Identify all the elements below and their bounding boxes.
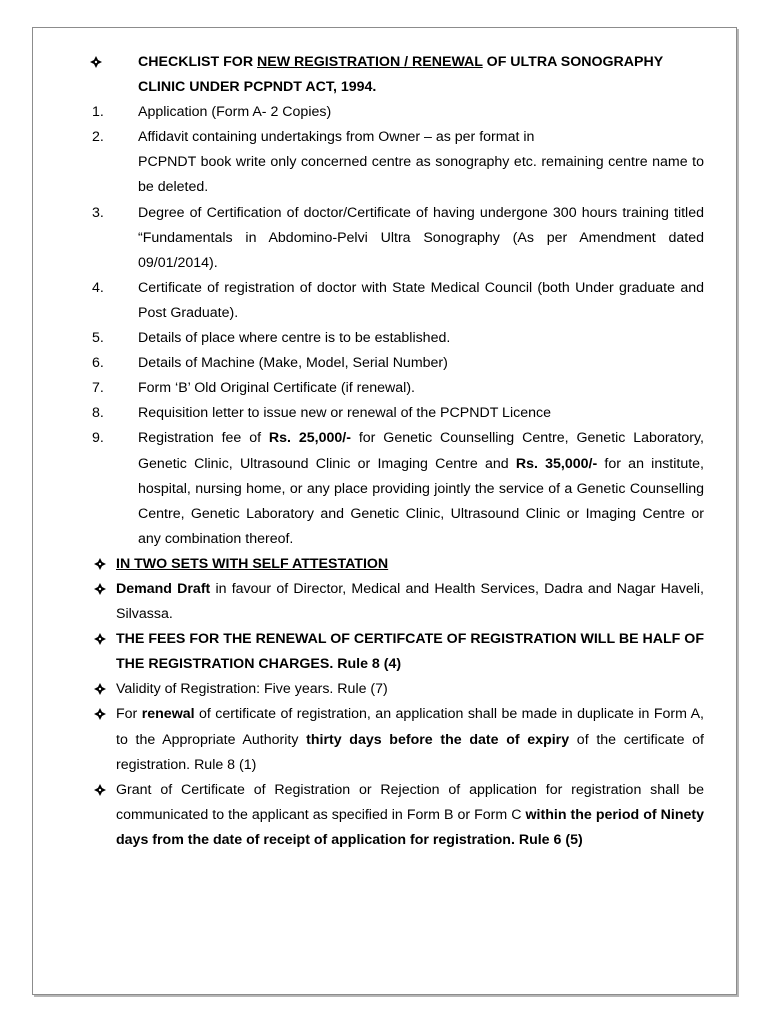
bullet-grant (84, 778, 704, 853)
demand-draft-label: Demand Draft (116, 580, 211, 597)
diamond-bullet-icon (94, 702, 116, 727)
diamond-bullet-icon (94, 677, 116, 702)
item-text: Form ‘B’ Old Original Certificate (if renewal). (138, 380, 415, 397)
grant-text: Grant of Certificate of Registration or Rejection of application for registration shall be communicated to the applicant as specified in Form B or Form C (116, 781, 704, 823)
item-number: 4. (92, 279, 104, 296)
checklist-title (84, 50, 704, 75)
renewal-text: of the certificate of registration. Rule 8 (1) (116, 731, 704, 773)
grant-period: within the period of Ninety days from the date of receipt of application for registration. Rule 6 (5) (116, 806, 704, 848)
list-item (84, 276, 704, 326)
fees-text: THE FEES FOR THE RENEWAL OF CERTIFCATE OF REGISTRATION WILL BE HALF OF THE REGISTRATION CHARGES. Rule 8 (4) (116, 631, 704, 673)
item-text: Application (Form A- 2 Copies) (138, 104, 332, 121)
item-text: Registration fee of (138, 430, 269, 447)
list-item (84, 376, 704, 401)
item-number: 2. (92, 129, 104, 146)
bullet-demand-draft (84, 577, 704, 627)
list-item (84, 351, 704, 376)
renewal-text: of certificate of registration, an application shall be made in duplicate in Form A, to the Appropriate Authority (116, 706, 704, 748)
diamond-bullet-icon (94, 627, 116, 652)
list-item (84, 401, 704, 426)
list-item (84, 426, 704, 551)
list-item (84, 125, 704, 200)
list-item (84, 326, 704, 351)
bullet-attestation (84, 552, 704, 577)
item-number: 6. (92, 355, 104, 372)
item-text: for an institute, hospital, nursing home, or any place providing jointly the service of a Genetic Counselling Centre, Genetic Laboratory and Genetic Clinic, Ultrasound Clinic or Imaging Centre or any combination thereof. (138, 455, 705, 547)
renewal-bold: renewal (141, 706, 195, 723)
list-item (84, 100, 704, 125)
document-body (84, 50, 704, 853)
renewal-deadline: thirty days before the date of expiry (306, 731, 570, 748)
diamond-bullet-icon (90, 50, 112, 75)
title-suffix: OF ULTRA SONOGRAPHY (482, 54, 664, 70)
item-number: 7. (92, 380, 104, 397)
item-number: 3. (92, 204, 104, 221)
item-text: Details of place where centre is to be established. (138, 330, 451, 347)
attestation-text: IN TWO SETS WITH SELF ATTESTATION (116, 555, 389, 572)
fee-amount-1: Rs. 25,000/- (268, 430, 351, 447)
item-text: Requisition letter to issue new or renewal of the PCPNDT Licence (138, 405, 551, 422)
title-prefix: CHECKLIST FOR (138, 54, 258, 70)
list-item (84, 201, 704, 276)
item-number: 9. (92, 430, 104, 447)
renewal-text: For (116, 706, 142, 723)
item-text: Degree of Certification of doctor/Certificate of having undergone 300 hours training titled “Fundamentals in Abdomino-Pelvi Ultra Sonography (As per Amendment dated 09/01/2014). (138, 204, 704, 271)
item-number: 8. (92, 405, 104, 422)
item-text: Certificate of registration of doctor with State Medical Council (both Under graduate and Post Graduate). (138, 279, 704, 321)
fee-amount-2: Rs. 35,000/- (515, 455, 598, 472)
item-text-line1: Affidavit containing undertakings from Owner – as per format in (138, 129, 535, 146)
diamond-bullet-icon (94, 778, 116, 803)
title-line2: CLINIC UNDER PCPNDT ACT, 1994. (138, 79, 377, 96)
item-number: 1. (92, 104, 104, 121)
demand-draft-text: in favour of Director, Medical and Health Services, Dadra and Nagar Haveli, Silvassa. (116, 580, 704, 623)
validity-text: Validity of Registration: Five years. Rule (7) (116, 681, 388, 698)
checklist-title-line2 (84, 75, 704, 100)
bullet-validity (84, 677, 704, 702)
item-text-line2: PCPNDT book write only concerned centre as sonography etc. remaining centre name to be deleted. (138, 154, 704, 196)
item-text: Details of Machine (Make, Model, Serial Number) (138, 355, 448, 372)
item-text: for Genetic Counselling Centre, Genetic Laboratory, Genetic Clinic, Ultrasound Clinic or Imaging Centre and (138, 430, 704, 472)
diamond-bullet-icon (94, 552, 116, 577)
bullet-fees (84, 627, 704, 677)
diamond-bullet-icon (94, 577, 116, 602)
title-underlined: NEW REGISTRATION / RENEWAL (257, 54, 483, 70)
bullet-renewal (84, 702, 704, 777)
item-number: 5. (92, 330, 104, 347)
